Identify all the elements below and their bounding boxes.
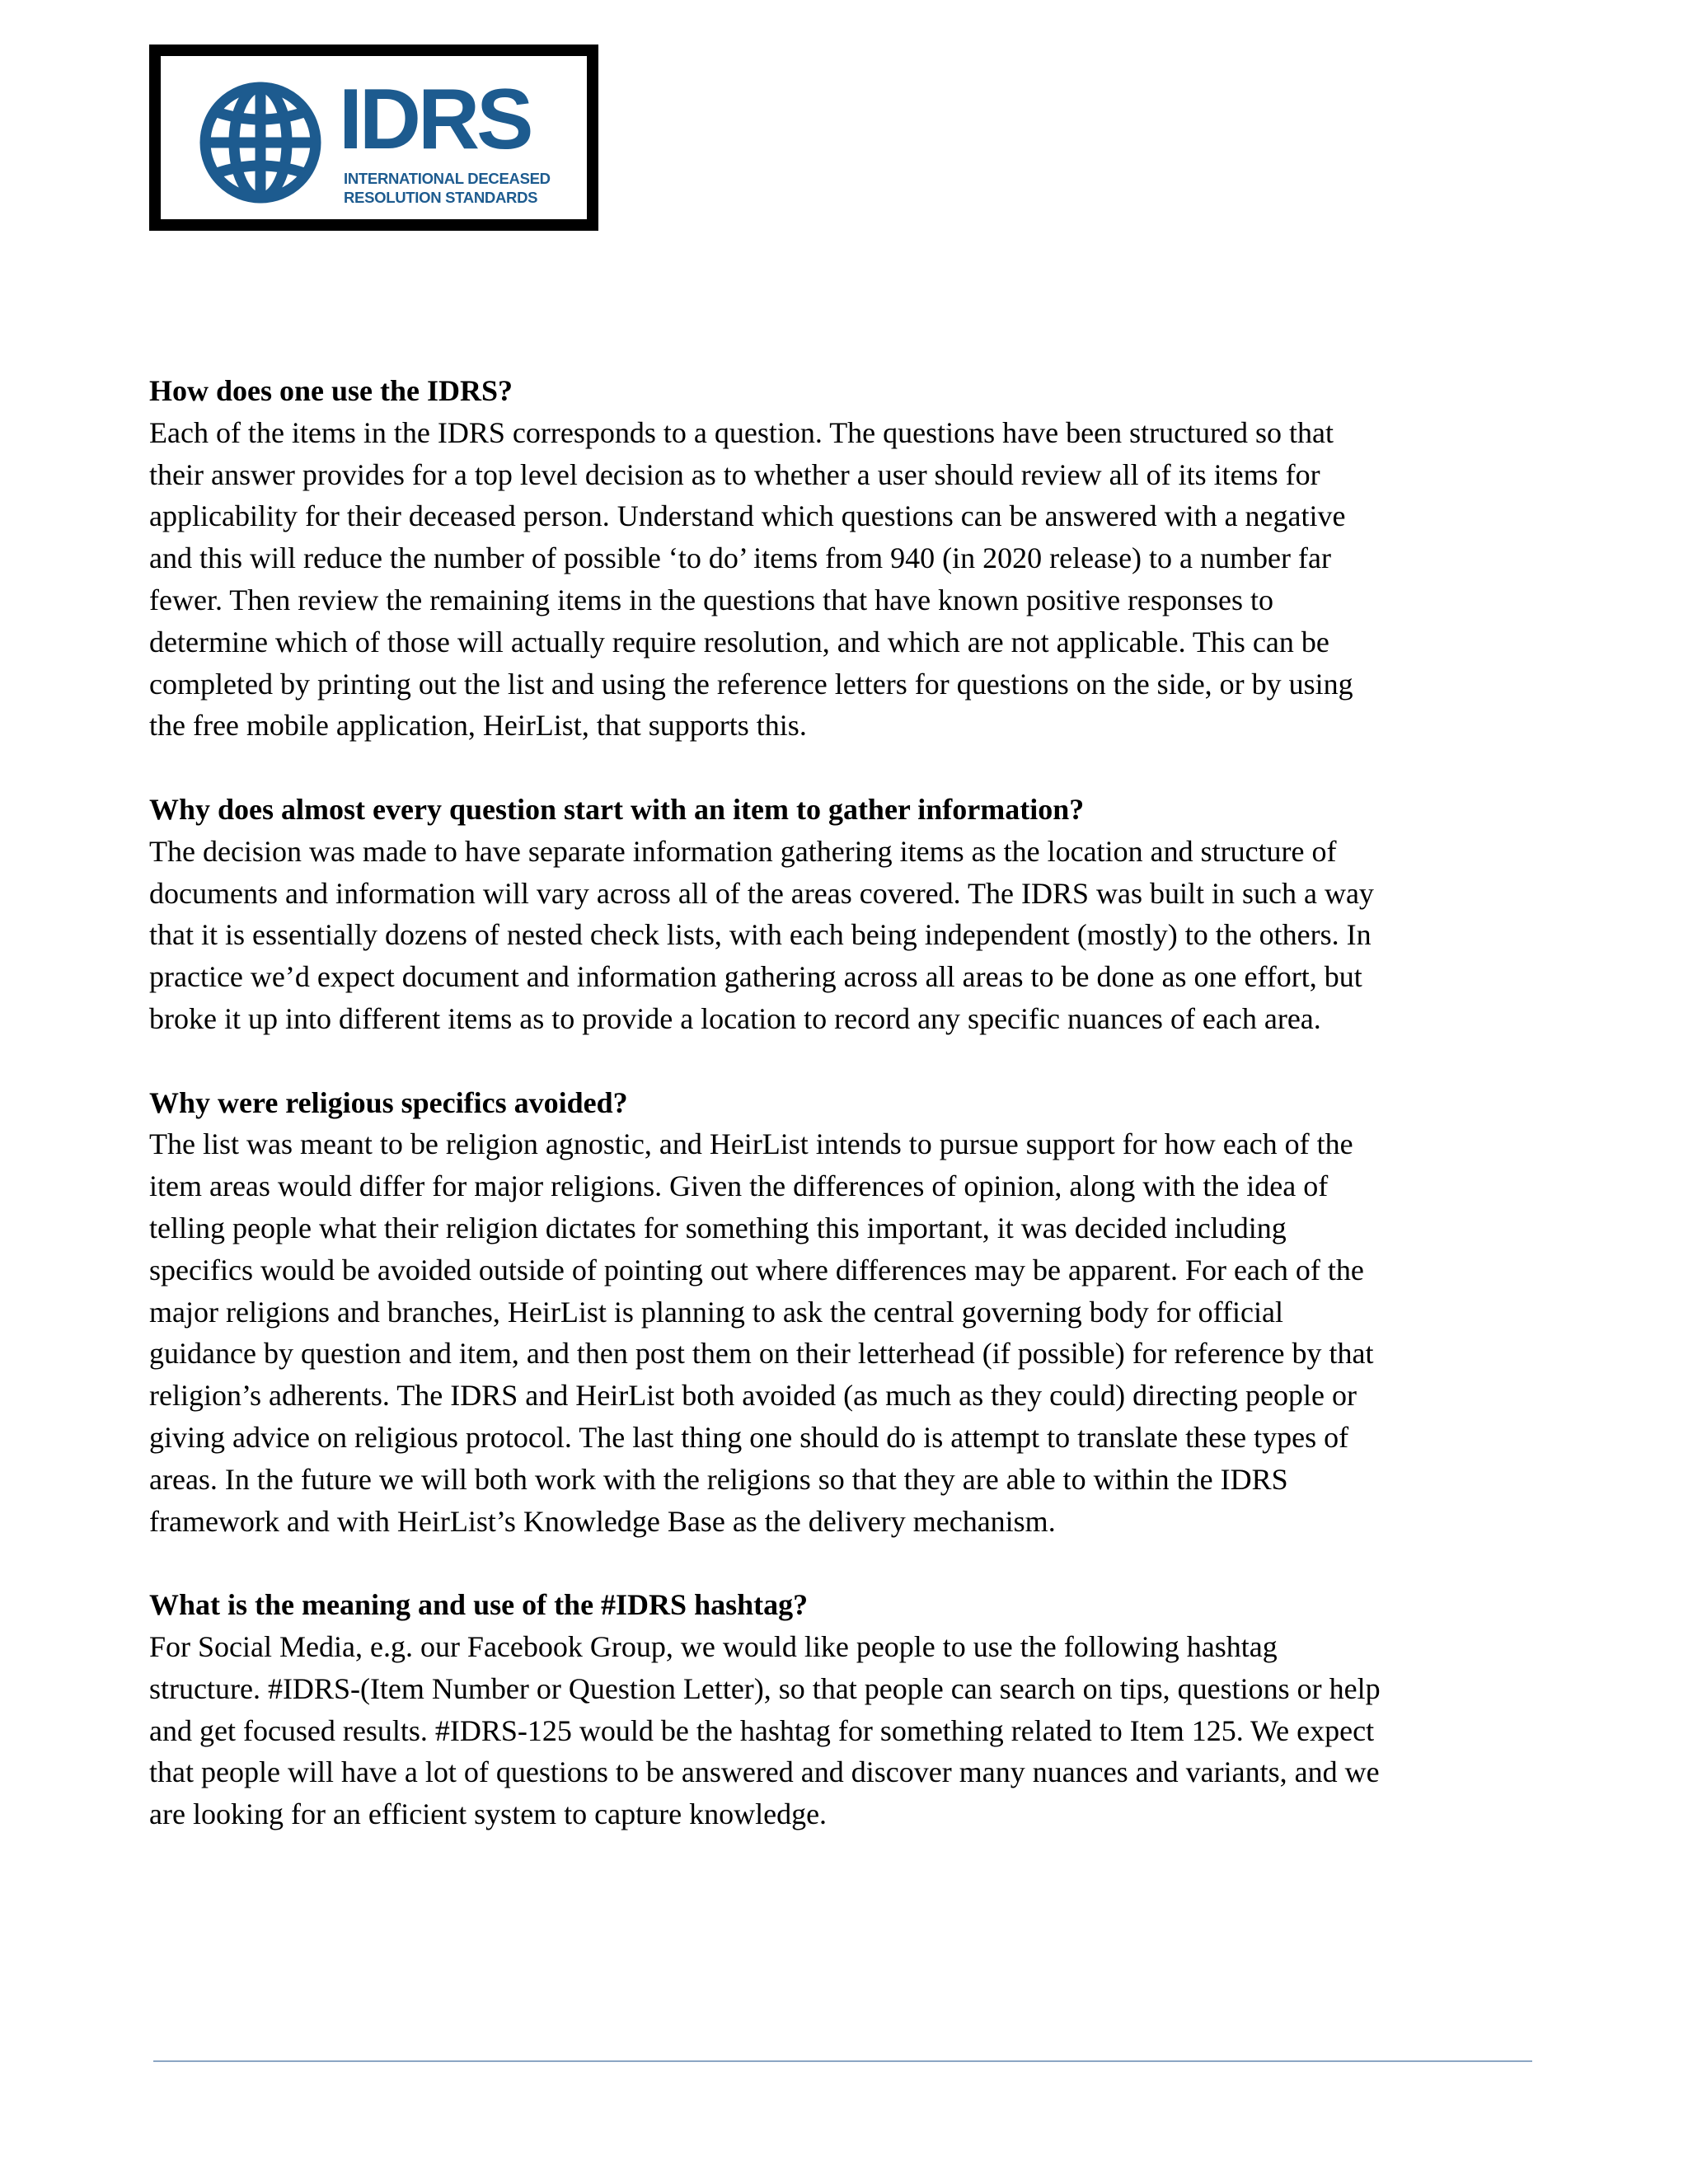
- paragraph-line: item areas would differ for major religions. Given the differences of opinion, along with the idea of: [149, 1169, 1329, 1203]
- paragraph-line: practice we’d expect document and information gathering across all areas to be done as one effort, but: [149, 960, 1362, 994]
- paragraph-line: that people will have a lot of questions to be answered and discover many nuances and variants, and we: [149, 1755, 1380, 1789]
- paragraph-line: framework and with HeirList’s Knowledge Base as the delivery mechanism.: [149, 1504, 1056, 1538]
- paragraph-line: giving advice on religious protocol. The last thing one should do is attempt to translate these types of: [149, 1420, 1349, 1454]
- paragraph-line: documents and information will vary across all of the areas covered. The IDRS was built in such a way: [149, 876, 1374, 910]
- paragraph-line: completed by printing out the list and using the reference letters for questions on the side, or by using: [149, 667, 1353, 701]
- paragraph-line: major religions and branches, HeirList is planning to ask the central governing body for official: [149, 1295, 1283, 1329]
- paragraph-line: religion’s adherents. The IDRS and HeirList both avoided (as much as they could) directing people or: [149, 1379, 1357, 1413]
- document-body: [149, 370, 1550, 1877]
- paragraph-line: and get focused results. #IDRS-125 would be the hashtag for something related to Item 125. We expect: [149, 1713, 1375, 1747]
- paragraph-line: For Social Media, e.g. our Facebook Group, we would like people to use the following hashtag: [149, 1629, 1278, 1663]
- paragraph-line: applicability for their deceased person. Understand which questions can be answered with a negative: [149, 499, 1346, 533]
- paragraph-line: structure. #IDRS-(Item Number or Question Letter), so that people can search on tips, questions or help: [149, 1671, 1381, 1705]
- logo-subtitle-line: INTERNATIONAL DECEASED: [344, 170, 551, 187]
- section-heading: Why were religious specifics avoided?: [149, 1085, 628, 1119]
- paragraph-line: The list was meant to be religion agnostic, and HeirList intends to pursue support for how each of the: [149, 1127, 1353, 1161]
- idrs-logo: [149, 45, 598, 231]
- logo-subtitle-line: RESOLUTION STANDARDS: [344, 189, 538, 206]
- paragraph-line: and this will reduce the number of possible ‘to do’ items from 940 (in 2020 release) to a number far: [149, 541, 1331, 575]
- paragraph-line: their answer provides for a top level decision as to whether a user should review all of its items for: [149, 457, 1320, 491]
- faq-section-religious-specifics: [149, 1082, 1550, 1543]
- section-heading: What is the meaning and use of the #IDRS hashtag?: [149, 1588, 809, 1622]
- paragraph-line: are looking for an efficient system to capture knowledge.: [149, 1797, 828, 1831]
- logo-subtitle: [344, 169, 551, 207]
- footer-divider: [153, 2060, 1532, 2062]
- globe-icon: [199, 81, 322, 204]
- paragraph-line: guidance by question and item, and then post them on their letterhead (if possible) for reference by that: [149, 1337, 1374, 1371]
- paragraph-line: that it is essentially dozens of nested check lists, with each being independent (mostly) to the others. In: [149, 918, 1372, 952]
- section-heading: Why does almost every question start with an item to gather information?: [149, 792, 1085, 826]
- paragraph-line: The decision was made to have separate information gathering items as the location and structure of: [149, 834, 1337, 868]
- paragraph-line: fewer. Then review the remaining items in the questions that have known positive responses to: [149, 583, 1274, 616]
- paragraph-line: telling people what their religion dictates for something this important, it was decided including: [149, 1211, 1287, 1244]
- paragraph-line: broke it up into different items as to provide a location to record any specific nuances of each area.: [149, 1001, 1321, 1035]
- paragraph-line: determine which of those will actually require resolution, and which are not applicable. This can be: [149, 625, 1329, 658]
- paragraph-line: specifics would be avoided outside of pointing out where differences may be apparent. For each of the: [149, 1253, 1364, 1286]
- paragraph-line: areas. In the future we will both work with the religions so that they are able to within the IDRS: [149, 1462, 1288, 1496]
- paragraph-line: Each of the items in the IDRS corresponds to a question. The questions have been structured so that: [149, 415, 1334, 449]
- faq-section-information-gathering: [149, 789, 1550, 1040]
- section-heading: How does one use the IDRS?: [149, 374, 513, 407]
- logo-wordmark: IDRS: [339, 72, 531, 167]
- faq-section-how-to-use: [149, 370, 1550, 747]
- paragraph-line: the free mobile application, HeirList, that supports this.: [149, 709, 807, 743]
- faq-section-hashtag: [149, 1584, 1550, 1835]
